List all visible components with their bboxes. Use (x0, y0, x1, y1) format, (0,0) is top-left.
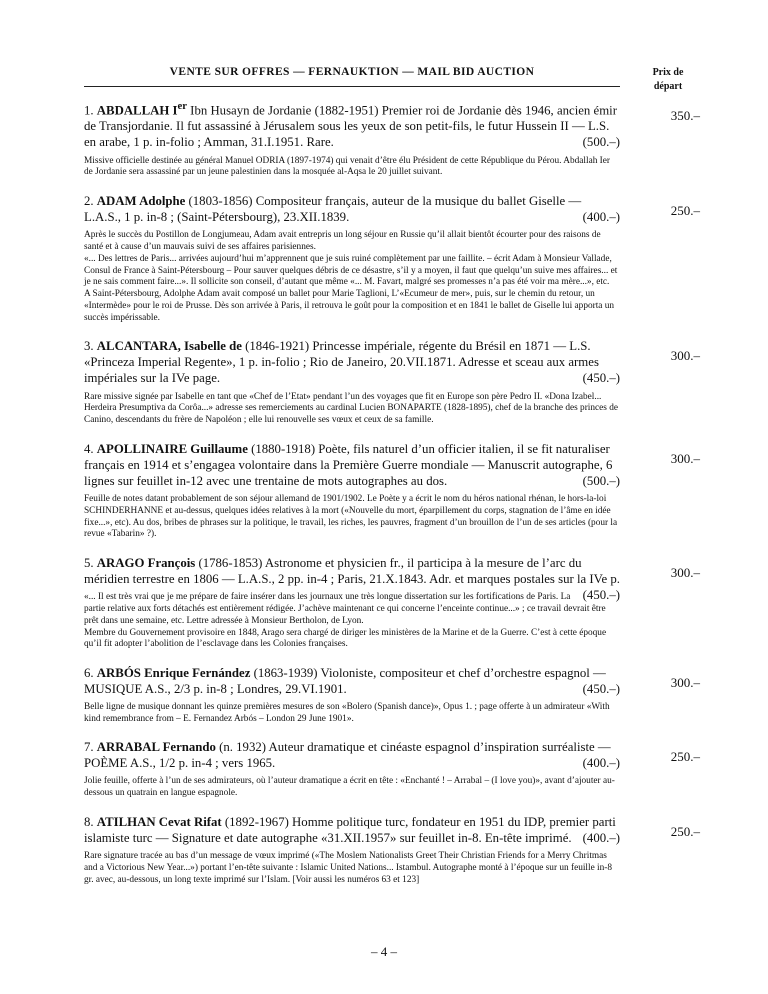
lot-entry (84, 193, 700, 325)
page-header-title: VENTE SUR OFFRES — FERNAUKTION — MAIL BID AUCTION (169, 66, 535, 78)
lot-entry (84, 338, 700, 427)
lot-author-name: ADAM Adolphe (96, 193, 186, 208)
lot-estimate: (450.–) (582, 681, 620, 696)
lot-number: 8. (84, 814, 97, 829)
lot-entry (84, 441, 700, 542)
lot-starting-price: 300.– (670, 564, 700, 580)
lot-title (84, 193, 620, 225)
lot-entry (84, 98, 700, 179)
lot-description: (1863-1939) Violoniste, compositeur et chef d’orchestre espagnol — MUSIQUE A.S., 2/3 p. in-8 ; Londres, 29.VI.1901. (84, 665, 606, 696)
lot-note-paragraph: Missive officielle destinée au général Manuel ODRIA (1897-1974) qui venait d’être élu Président de cette République du Pérou. Abdallah Ier de Jordanie sera assassiné par un jeune palestinien dans la mosquée al-Aqsa le 20 juillet suivant. (84, 155, 610, 178)
lot-number: 7. (84, 740, 97, 755)
lot-title (84, 338, 620, 386)
lot-description: (1846-1921) Princesse impériale, régente du Brésil en 1871 — L.S. «Princeza Imperial Regente», 1 p. in-folio ; Rio de Janeiro, 20.VII.1871. Adresse et sceau aux armes impériales sur la IVe page. (84, 339, 599, 386)
price-label-line-1: Prix de (652, 67, 684, 78)
lot-note-paragraph: Membre du Gouvernement provisoire en 1848, Arago sera chargé de diriger les ministères de la Marine et de la Guerre. C’est à cette époque qu’il fit adopter l’abolition de l’esclavage dans les Colonies françaises. (84, 627, 607, 650)
lot-title (84, 739, 620, 771)
lot-starting-price: 250.– (670, 823, 700, 839)
lot-note (84, 156, 620, 180)
lot-title (84, 665, 620, 697)
lot-number: 3. (84, 339, 97, 354)
lot-estimate: (500.–) (582, 473, 620, 488)
lot-starting-price: 250.– (670, 749, 700, 765)
lot-note (84, 702, 620, 726)
lot-note-paragraph: «... Il est très vrai que je me prépare de faire insérer dans les journaux une très longue dissertation sur les fortifications de Paris. La partie relative aux forts détachés est entièrement rédigée. J’achève maintenant ce qui concerne l’enceinte continue...» ; ce travail devrait être prêt dans une semaine, etc. Lettre adressée à Monsieur Bertholon, de Lyon. (84, 592, 606, 626)
lot-estimate: (450.–) (582, 371, 620, 386)
lot-note (84, 494, 620, 541)
lot-list (84, 98, 700, 900)
page-number: – 4 – (371, 944, 397, 959)
lot-number: 5. (84, 555, 97, 570)
lot-author-name: ARAGO François (96, 555, 196, 570)
lot-note (84, 592, 620, 651)
lot-title (84, 441, 620, 489)
lot-note (84, 851, 620, 886)
lot-author-name: ARBÓS Enrique Fernández (96, 665, 251, 680)
lot-entry (84, 665, 700, 726)
lot-estimate: (400.–) (582, 756, 620, 771)
lot-note-paragraph: Feuille de notes datant probablement de son séjour allemand de 1901/1902. Le Poète y a écrit le nom du héros national rhénan, le hors-la-loi SCHINDERHANNE et au-dessus, quelques idées relatives à la mort («Nouvelle du mort, éparpillement du corps, stagnation de l’âme en idée fixe...», etc). Au dos, bribes de phrases sur la politique, le travail, les riches, les pauvres, fragment d’un brouillon de l’un de ses articles (pour la revue «Tabarin» ?). (84, 493, 618, 540)
lot-note (84, 776, 620, 800)
lot-entry (84, 814, 700, 887)
lot-description: (1786-1853) Astronome et physicien fr., il participa à la mesure de l’arc du méridien terrestre en 1806 — L.A.S., 2 pp. in-4 ; Paris, 21.X.1843. Adr. et marques postales sur la IVe p. (84, 555, 620, 586)
lot-estimate: (400.–) (582, 209, 620, 224)
lot-author-superscript: er (177, 100, 187, 112)
lot-entry (84, 555, 700, 651)
lot-note (84, 392, 620, 427)
lot-description: (1803-1856) Compositeur français, auteur de la musique du ballet Giselle — L.A.S., 1 p. in-8 ; (Saint-Pétersbourg), 23.XII.1839. (84, 193, 582, 224)
lot-starting-price: 350.– (670, 108, 700, 123)
lot-estimate: (500.–) (582, 135, 620, 150)
lot-estimate: (450.–) (582, 588, 620, 603)
lot-starting-price: 300.– (670, 450, 700, 466)
lot-note-paragraph: Jolie feuille, offerte à l’un de ses admirateurs, où l’auteur dramatique a écrit en tête : «Enchanté ! – Arrabal – (I love you)», avant d’ajouter au-dessous un quatrain en langue espagnole. (84, 776, 615, 799)
lot-number: 1. (84, 103, 97, 118)
lot-note-paragraph: «... Des lettres de Paris... arrivées aujourd’hui m’apprennent que je suis ruiné complètement par une faillite. – écrit Adam à Monsieur Vallade, Consul de France à Saint-Pétersbourg – Pour sauver quelques débris de ce désastre, s’il y a moyen, il faut que quelqu’un suive mes affaires... et je ne sais comment faire...». Il sollicite son conseil, d’autant que même «... M. Favart, malgré ses promesses n’a pas été voir ma mère...», etc. (84, 253, 618, 288)
lot-estimate: (400.–) (582, 830, 620, 845)
lot-author-name: ALCANTARA, Isabelle de (96, 339, 242, 354)
lot-description: Ibn Husayn de Jordanie (1882-1951) Premier roi de Jordanie dès 1946, ancien émir de Transjordanie. Il fut assassiné à Jérusalem sous les yeux de son petit-fils, le futur Hussein II — L.S. en arabe, 1 p. in-folio ; Amman, 31.I.1951. Rare. (84, 103, 617, 150)
lot-number: 4. (84, 441, 97, 456)
lot-note (84, 230, 620, 325)
lot-starting-price: 300.– (670, 674, 700, 690)
lot-description: (1892-1967) Homme politique turc, fondateur en 1951 du IDP, premier parti islamiste turc — Signature et date autographe «31.XII.1957» sur feuillet in-8. En-tête imprimé. (84, 814, 616, 845)
lot-author-name: ATILHAN Cevat Rifat (96, 814, 222, 829)
price-column-heading (638, 66, 698, 94)
lot-note-paragraph: Rare signature tracée au bas d’un message de vœux imprimé («The Moslem Nationalists Greet Their Christian Friends for a Merry Chritmas and a Victorious New Year...») portant l’en-tête suivante : Islamic United Nations... Istambul. Autographe monté à l’époque sur un feuille in-8 gr. avec, au-dessous, un long texte imprimé sur l’Islam. [Voir aussi les numéros 63 et 123] (84, 850, 613, 885)
lot-title (84, 814, 620, 846)
lot-starting-price: 250.– (670, 202, 700, 218)
lot-starting-price: 300.– (670, 348, 700, 364)
header-rule (84, 86, 620, 87)
lot-number: 2. (84, 193, 97, 208)
lot-description: (n. 1932) Auteur dramatique et cinéaste espagnol d’inspiration surréaliste — POÈME A.S., 1/2 p. in-4 ; vers 1965. (84, 740, 611, 771)
lot-author-name: ARRABAL Fernando (96, 740, 216, 755)
lot-author-name: APOLLINAIRE Guillaume (96, 441, 248, 456)
lot-note-paragraph: A Saint-Pétersbourg, Adolphe Adam avait composé un ballet pour Marie Taglioni, L’«Ecumeur de mer», puis, sur le chemin du retour, un «Intermède» pour le roi de Prusse. Dès son arrivée à Paris, il retrouva le goût pour la composition et en 1841 le ballet de Giselle lui apporta un succès impérissable. (84, 289, 615, 323)
lot-note-paragraph: Belle ligne de musique donnant les quinze premières mesures de son «Bolero (Spanish dance)», Opus 1. ; page offerte à un admirateur «With kind remembrance from – E. Fernandez Arbós – London 29 June 1901». (84, 702, 610, 724)
lot-number: 6. (84, 665, 97, 680)
lot-author-name: ABDALLAH I (96, 103, 178, 118)
lot-title (84, 555, 620, 603)
lot-title (84, 98, 620, 151)
lot-entry (84, 739, 700, 800)
lot-description: (1880-1918) Poète, fils naturel d’un officier italien, il se fit naturaliser français en 1914 et s’engagea volontaire dans la Première Guerre mondiale — Manuscrit autographe, 6 lignes sur feuillet in-12 avec une trentaine de mots autographes au dos. (84, 441, 613, 488)
lot-note-paragraph: Rare missive signée par Isabelle en tant que «Chef de l’Etat» pendant l’un des voyages que fit en Europe son père Pedro II. «Dona Izabel... Herdeira Presumptiva da Corôa...» adresse ses remerciements au cardinal Lucien BONAPARTE (1828-1895), chef de la branche des princes de Canino, descendants du frère de Napoléon ; elle lui renouvelle ses vœux et ceux de sa famille. (84, 391, 619, 426)
lot-note-paragraph: Après le succès du Postillon de Longjumeau, Adam avait entrepris un long séjour en Russie qu’il allait bientôt écourter pour des raisons de santé et à cause d’un mauvais suivi de ses affaires parisiennes. (84, 230, 601, 252)
price-label-line-2: départ (653, 81, 683, 92)
